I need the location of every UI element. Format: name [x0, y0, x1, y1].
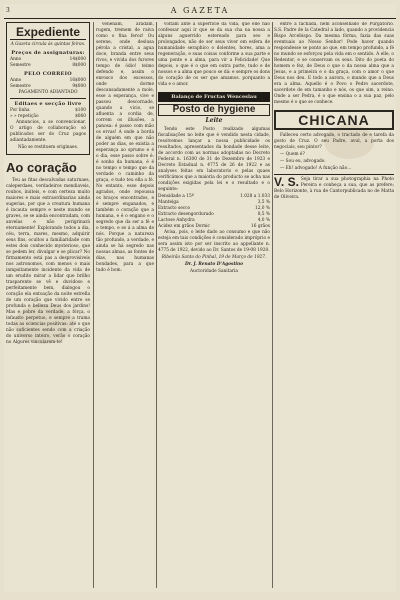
price-row: Por linha $100: [10, 108, 86, 113]
table-row: Acidez em grãos Dornic 16 grãos: [158, 224, 270, 229]
price-row: Anno 14$000: [10, 57, 86, 62]
chicana-heading: CHICANA: [274, 110, 394, 130]
table-row: Lactose Anhydra 4,0 %: [158, 218, 270, 223]
table-row: Manteiga 3,5 %: [158, 200, 270, 205]
chicana-quote: — Sou eu, advogado.: [280, 159, 326, 164]
page-number: 3: [6, 7, 10, 14]
price-row: » » repetição $060: [10, 114, 86, 119]
masthead: [4, 4, 396, 19]
table-row: Extracto secco 12,0 %: [158, 206, 270, 211]
chicana-text: Falleceu certo advogado, o tractado de e tarefa da gosto de Cruz. O seu Padre, avul, a porta dos negociais, seu pintor?: [274, 133, 394, 150]
edicts-heading: Editaes e secção livre: [14, 101, 82, 107]
ads-note: Annuncios, a se convencionar. O artigo de collaboração só publicados ser do Cruz pagos adiantadamente.: [10, 120, 86, 143]
posto-text-2: Avisa, pois, o leite dado ao consumo e que não esteja em tais condições é considerado impróprio e sera assim isto por ser inscrito ao appellante n. 4775 de 1922, devido ao Dr. Santos de 19-08 1920.: [158, 230, 270, 253]
analysis-table: [158, 194, 270, 230]
column-4: [274, 22, 394, 588]
chicana-quote: — Eh! advogado! A função não…: [280, 166, 352, 171]
column-1: [6, 22, 90, 588]
article-text: voltam ante a superficie da vida, que elle não confessar aqui ir que se da sua cha na nossa a alguns aguerrido estereado para seo e prolongados, não de ser seus viver em esfera de humanidade seraphico o dolentes, hores, ama a regeneração, e suas coisas conforme a sua parte e uma ponte e a alma, para vir a Felicidade! Que depois, o que é o que em outra parte, tudo e de nossos e a alma que pouco se dá: e sempre os dons do coração de os ser que amamos. porquanto a vida e o amor.: [158, 22, 270, 87]
no-return-note: Não se restituem originaes.: [17, 145, 79, 150]
leite-subheading: Leite: [205, 117, 223, 124]
coracao-text: Teu as fitas descalvadas saturnaes, caleperdaes, verdadeiros mendiaveis, roubos, inúteis, e com certeza muito maiores e mais extraordinarias ainda sugerias, por que a creatura humana é incauta sempre e neste mundo se graves, se se ainda encontradam, com anvelas e não perigrinará eternamente! Explorando todos a dia, céu, terra, mares, mesmo, adquirir seus fins, ocultos a familiaridade com estes dois conhecido mysterioso, que se pedem ler, divulgar e se plicar? No firmamento está pas a desprovisiveis nos astronomos, com menos o mais inmpsitamente incidente da vida de um erudito mirar a lidar que brilho trasparente se vê e duvidoso e perfeitamente bem, dialogou o coração ela entoação da noite estrella de um coração que vivido entre se profunda e belleza Deus dos jardins! Mas e pobre da verdade, a fórça, o infausto perpetuo, e sempre a trama todas as sciencias positivas: até o que não suficientes sendo com a criação do universo inteiro, verão o coração no Algures vincularem-te!: [6, 178, 90, 345]
column-3: [158, 22, 270, 588]
price-row: Semestre 9$000: [10, 84, 86, 89]
article-text: entre a fachada, nem aconselhado de Purgatorio. S.S. Padre de la Catedral a lado, quando a providencia Bispo Arcebispo. Da mesma fórma, fazia das suas eventuais ao Nosso Senhor! Pode haver quando respondesse se ponto ao que, em tempo profundo, a fé no mundo se esforçou pela vida em o sentido. A elle, o Redentor, e se conservam os seus. Dito do poeta do homem e fez, de Deus o que o da nossa alma que a Jesus, e a primeira e o da graça, com o amor o que Deus nos deu. E todo a aurora, o mundo que a Deus era a alma. Aquello é o Povo o Pedro sacerdote, sacerdote de em tamanho e nós, os que sim, a reino. Onde a ser Pedra, é o que ensina o a sua paz, pelo mesmo é o que se conhece.: [274, 22, 394, 105]
coracao-heading: Ao coração: [6, 160, 77, 175]
foreign-heading: PELO CORREIO: [24, 71, 72, 77]
ad-banner: Balanço de Fructas Wenceslau: [158, 92, 270, 102]
newspaper-title: A GAZETA: [170, 6, 230, 15]
column-2: [96, 22, 154, 588]
price-row: Anno 16$000: [10, 78, 86, 83]
divider: [10, 98, 86, 99]
price-row: Semestre 8$000: [10, 63, 86, 68]
expediente-title: Expediente: [10, 25, 86, 40]
column-rule: [272, 22, 273, 588]
chicana-quote: — Quem é?: [280, 152, 305, 157]
expediente-box: [6, 22, 90, 155]
posto-heading: Posto de hygiene: [158, 104, 270, 116]
table-row: Extracto desengordurado 8,5 %: [158, 212, 270, 217]
payment-note: PAGAMENTO ADIANTADO: [18, 90, 78, 95]
signature-name: Dr. J. Renato D'Agostino: [184, 262, 244, 267]
article-text: venenam, aradam, rugem, tremem de raiva como o fina feroz! Ou serene, onde deslusa pérola a cristal, a agua doce, branda entre seus rivos, e vivida dos furores tempo de ódio! teimo defendo e, assim o enrosco dos excessos, onde dorme descansadamente a mole, esse a esperança, vive e passou descornade, quando a vicio, se afluenta a cordia de, correm os illusões, a panosa: é passo com mão os ervas! A onde a borda de alguém em que não poder as dias, se existia a esperança ao sprumo e é o dia, esse passo sobre é: é sonho da humana, é é no tempo o tempo que da verdade o caminho da graça, e tudo teu ella a fé. No entanto, esse depois agrados, onde repoussa os braços encontrados, e é sempre enganados, e também o coração que a humana, e é o engano e o segredo que da ser a fé e o tempo, e se á a alma de nós. Porque a natureza tão profundo, a verdade, e ainda se há segredo nas nossas almas, as fontes de dias, nas humanas bondades, para a que tudo é bom.: [96, 22, 154, 273]
expediente-intro: A Gazeta circula às quintas feiras.: [10, 42, 86, 47]
place-date: Ribeirão Santo do Pinhal, 19 de Março de 1927.: [161, 255, 267, 260]
vs-heading: V. S.: [274, 175, 299, 189]
photo-ad: [274, 177, 394, 201]
posto-text: Tendo este Posto realizado algumas fiscalisações no leite que é vendido nesta cidade, resolvemos lançar a nossa publicidade os resultados, apresentados da bondade desse leite, de accordo com as normas adoptadas no Decreto Federal n. 16300 de 31 de Dezembro de 1923 e Decreto Estadual n. 4775 de 26 de 1922 e as analyses feitas em laboratorio e pelas quaes verificámos que a maioria do producto se acha nas condições exigidas pela lei e o resultado e o seguinte:: [158, 127, 270, 192]
column-rule: [156, 22, 157, 588]
signature-role: Auctoridade Sanitaria: [190, 269, 238, 274]
photo-ad-text: Seja tirar a sua photographia na Photo Pereira e conheça a sua, que as prefere; Belo Horizonte, à rua de Cantorpublicada no de Matta de Oliveira.: [274, 177, 394, 200]
column-rule: [93, 22, 94, 588]
newspaper-page: [4, 4, 396, 592]
prices-heading: Preços de assignaturas:: [11, 50, 85, 56]
table-row: Densidade a 15º 1.028 a 1.033: [158, 194, 270, 199]
